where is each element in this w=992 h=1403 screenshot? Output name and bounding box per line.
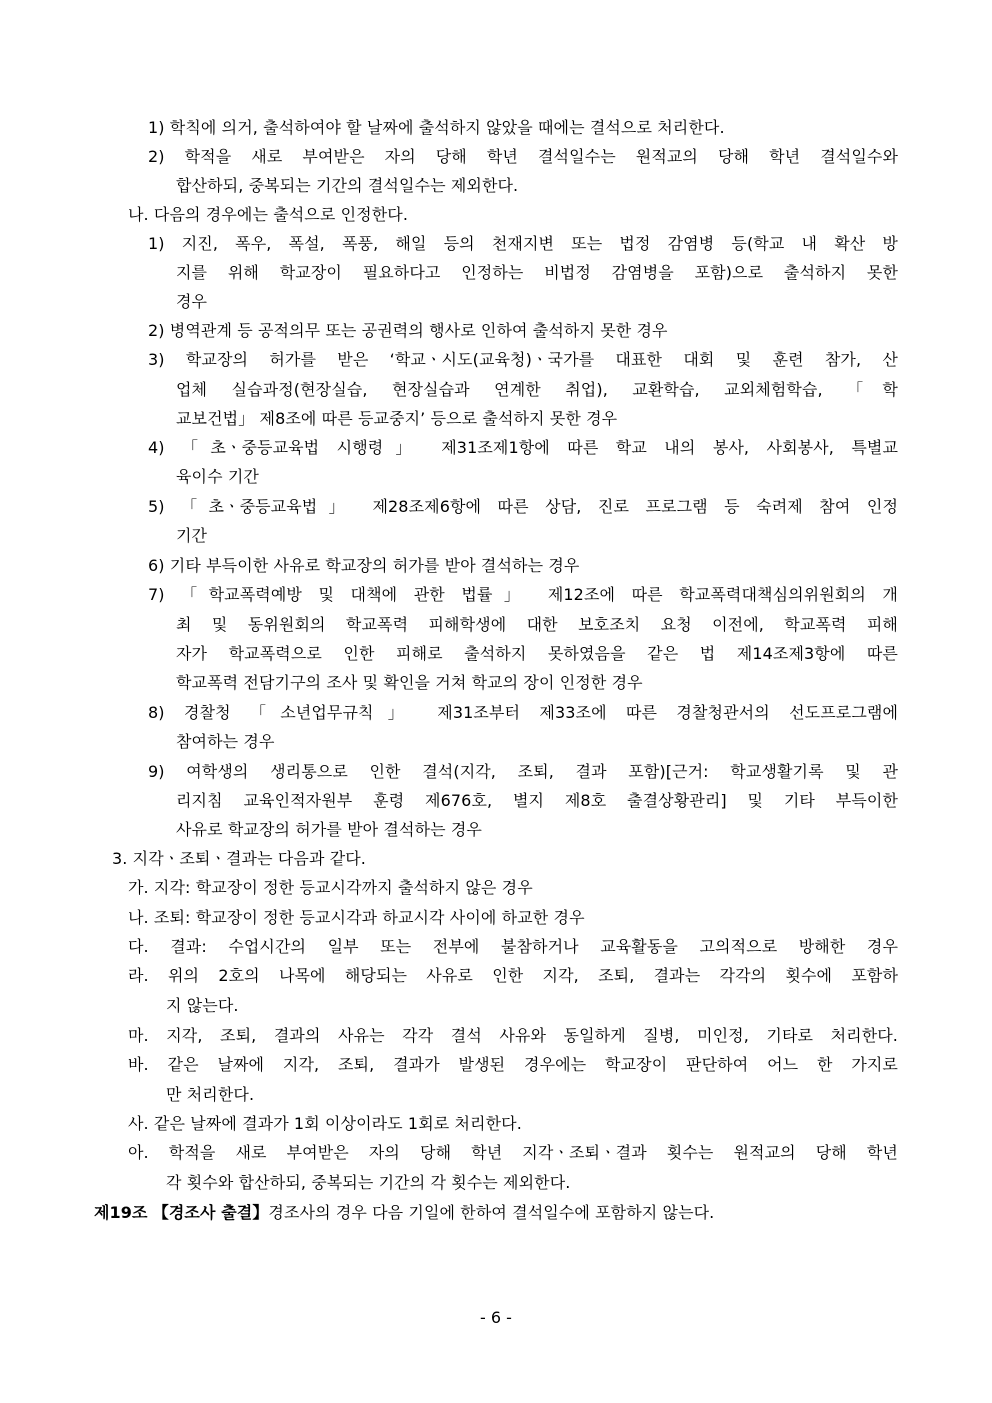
text-line: 7) 「학교폭력예방 및 대책에 관한 법률」 제12조에 따른 학교폭력대책심의위원회의 개 [148, 585, 898, 604]
text-line: 6) 기타 부득이한 사유로 학교장의 허가를 받아 결석하는 경우 [148, 556, 580, 575]
text-line: 2) 병역관계 등 공적의무 또는 공권력의 행사로 인하여 출석하지 못한 경우 [148, 321, 668, 340]
text-line: 지를 위해 학교장이 필요하다고 인정하는 비법정 감염병을 포함)으로 출석하지 못한 [176, 263, 898, 282]
text-line: 3) 학교장의 허가를 받은 ‘학교ㆍ시도(교육청)ㆍ국가를 대표한 대회 및 훈련 참가, 산 [148, 350, 898, 369]
text-line: 8) 경찰청 「소년업무규칙」 제31조부터 제33조에 따른 경찰청관서의 선도프로그램에 [148, 703, 898, 722]
text-line: 최 및 동위원회의 학교폭력 피해학생에 대한 보호조치 요청 이전에, 학교폭력 피해 [176, 615, 898, 634]
text-line: 9) 여학생의 생리통으로 인한 결석(지각, 조퇴, 결과 포함)[근거: 학교생활기록 및 관 [148, 762, 898, 781]
text-line: 각 횟수와 합산하되, 중복되는 기간의 각 횟수는 제외한다. [166, 1173, 571, 1192]
text-line: 마. 지각, 조퇴, 결과의 사유는 각각 결석 사유와 동일하게 질병, 미인정, 기타로 처리한다. [128, 1026, 898, 1045]
article-19 [94, 1203, 714, 1225]
text-line: 나. 조퇴: 학교장이 정한 등교시각과 하교시각 사이에 하교한 경우 [128, 908, 585, 927]
text-line: 나. 다음의 경우에는 출석으로 인정한다. [128, 205, 409, 224]
article-number: 제19조 [94, 1203, 148, 1222]
text-line: 육이수 기간 [176, 467, 259, 486]
text-line: 만 처리한다. [166, 1085, 255, 1104]
text-line: 교보건법」 제8조에 따른 등교중지’ 등으로 출석하지 못한 경우 [176, 409, 618, 428]
text-line: 합산하되, 중복되는 기간의 결석일수는 제외한다. [176, 176, 519, 195]
text-line: 4) 「초ㆍ중등교육법 시행령」 제31조제1항에 따른 학교 내의 봉사, 사회봉사, 특별교 [148, 438, 898, 457]
text-line: 자가 학교폭력으로 인한 피해로 출석하지 못하였음을 같은 법 제14조제3항에 따른 [176, 644, 898, 663]
text-line: 바. 같은 날짜에 지각, 조퇴, 결과가 발생된 경우에는 학교장이 판단하여 어느 한 가지로 [128, 1055, 898, 1074]
text-line: 사유로 학교장의 허가를 받아 결석하는 경우 [176, 820, 482, 839]
page-number: - 6 - [480, 1308, 512, 1327]
text-line: 3. 지각ㆍ조퇴ㆍ결과는 다음과 같다. [112, 849, 366, 868]
text-line: 1) 학칙에 의거, 출석하여야 할 날짜에 출석하지 않았을 때에는 결석으로 처리한다. [148, 118, 725, 137]
text-line: 리지침 교육인적자원부 훈령 제676호, 별지 제8호 출결상황관리] 및 기타 부득이한 [176, 791, 898, 810]
text-line: 참여하는 경우 [176, 732, 275, 751]
text-line: 업체 실습과정(현장실습, 현장실습과 연계한 취업), 교환학습, 교외체험학습, 「학 [176, 380, 898, 399]
article-text: 경조사의 경우 다음 기일에 한하여 결석일수에 포함하지 않는다. [268, 1203, 715, 1222]
text-line: 학교폭력 전담기구의 조사 및 확인을 거쳐 학교의 장이 인정한 경우 [176, 673, 643, 692]
text-line: 경우 [176, 292, 208, 311]
article-title: 【경조사 출결】 [152, 1203, 269, 1222]
text-line: 5) 「초ㆍ중등교육법」 제28조제6항에 따른 상담, 진로 프로그램 등 숙려제 참여 인정 [148, 497, 898, 516]
text-line: 다. 결과: 수업시간의 일부 또는 전부에 불참하거나 교육활동을 고의적으로 방해한 경우 [128, 937, 898, 956]
text-line: 1) 지진, 폭우, 폭설, 폭풍, 해일 등의 천재지변 또는 법정 감염병 등(학교 내 확산 방 [148, 234, 898, 253]
text-line: 라. 위의 2호의 나목에 해당되는 사유로 인한 지각, 조퇴, 결과는 각각의 횟수에 포함하 [128, 966, 898, 985]
text-line: 2) 학적을 새로 부여받은 자의 당해 학년 결석일수는 원적교의 당해 학년 결석일수와 [148, 147, 898, 166]
text-line: 지 않는다. [166, 996, 239, 1015]
text-line: 사. 같은 날짜에 결과가 1회 이상이라도 1회로 처리한다. [128, 1114, 522, 1133]
text-line: 기간 [176, 526, 208, 545]
text-line: 아. 학적을 새로 부여받은 자의 당해 학년 지각ㆍ조퇴ㆍ결과 횟수는 원적교의 당해 학년 [128, 1143, 898, 1162]
text-line: 가. 지각: 학교장이 정한 등교시각까지 출석하지 않은 경우 [128, 878, 533, 897]
